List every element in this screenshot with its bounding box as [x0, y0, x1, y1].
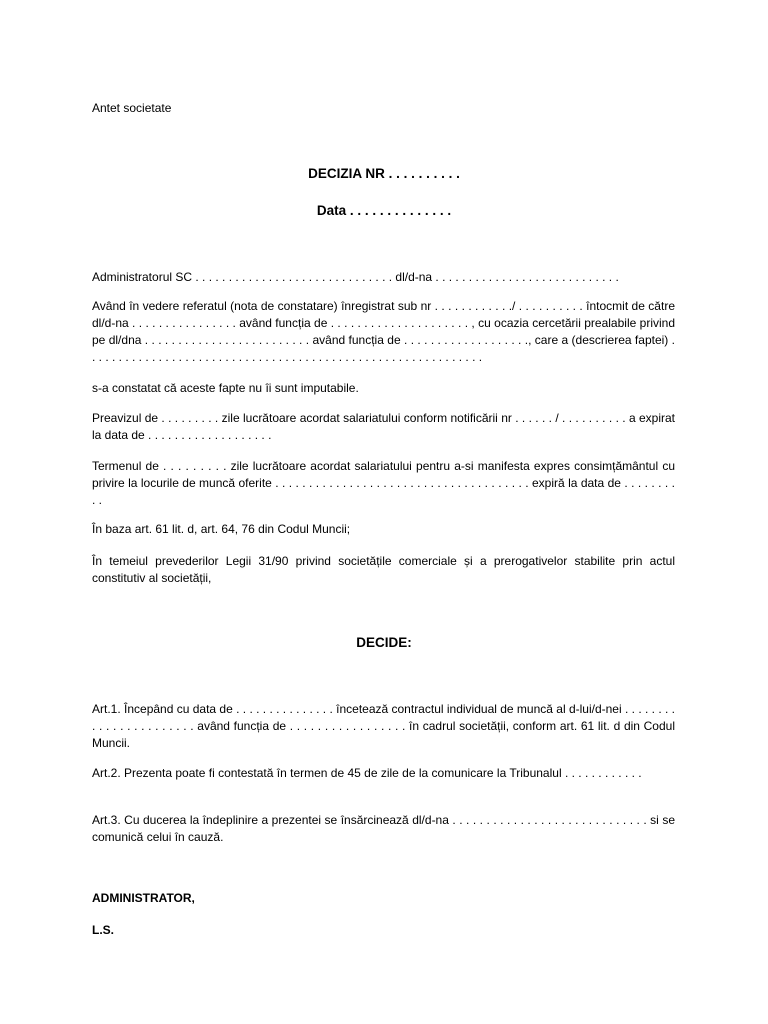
signature-role: ADMINISTRATOR,: [92, 891, 195, 905]
legal-grounds-paragraph: În temeiul prevederilor Legii 31/90 privind societățile comerciale și a prerogativelor stabilite prin actul constitutiv al societății,: [92, 554, 675, 585]
constatare-line: s-a constatat că aceste fapte nu îi sunt imputabile.: [92, 381, 359, 395]
article-3: Art.3. Cu ducerea la îndeplinire a prezentei se însărcinează dl/d-na . . . . . . . . . . . . . . . . . . . . . . . . . . . . . si se comunică celui în cauză.: [92, 813, 675, 844]
company-letterhead: Antet societate: [92, 101, 172, 115]
seal-label: L.S.: [92, 923, 115, 937]
decide-heading: DECIDE:: [356, 635, 412, 650]
legal-basis-line: În baza art. 61 lit. d, art. 64, 76 din Codul Muncii;: [92, 522, 351, 536]
administrator-line: Administratorul SC . . . . . . . . . . . . . . . . . . . . . . . . . . . . . . dl/d-na . . . . . . . . . . . . . . . . . . . . . . . . . . . .: [92, 270, 619, 284]
preaviz-paragraph: Preavizul de . . . . . . . . . zile lucrătoare acordat salariatului conform notificării nr . . . . . . / . . . . . . . . . . a expirat la data de . . . . . . . . . . . . . . . . . . .: [92, 411, 675, 442]
article-2: Art.2. Prezenta poate fi contestată în termen de 45 de zile de la comunicare la Tribunalul . . . . . . . . . . . .: [92, 766, 642, 780]
article-1: Art.1. Începând cu data de . . . . . . . . . . . . . . . încetează contractul individual de muncă al d-lui/d-nei . . . . . . . . . . . . . . . . . . . . . . . având funcția de . . . . . . . . . . . . . . . . . în cadrul societății, conform art. 61 lit. d din Codul Muncii.: [92, 702, 675, 750]
termen-paragraph: Termenul de . . . . . . . . . zile lucrătoare acordat salariatului pentru a-si manifesta expres consimțământul cu privire la locurile de muncă oferite . . . . . . . . . . . . . . . . . . . . . . . . . . . . . . . . . . . . . . expiră la data de . . . . . . . . . .: [92, 459, 675, 507]
decision-title: DECIZIA NR . . . . . . . . . .: [308, 166, 460, 181]
decision-date: Data . . . . . . . . . . . . . .: [316, 203, 452, 218]
referat-paragraph: Având în vedere referatul (nota de constatare) înregistrat sub nr . . . . . . . . . . . ./ . . . . . . . . . . întocmit de către dl/d-na . . . . . . . . . . . . . . . . având funcția de . . . . . . . . . . . . . . . . . . . . . , cu ocazia cercetării prealabile privind pe dl/dna . . . . . . . . . . . . . . . . . . . . . . . . . având funcția de . . . . . . . . . . . . . . . . . . ., care a (descrierea faptei) . . . . . . . . . . . . . . . . . . . . . . . . . . . . . . . . . . . . . . . . . . . . . . . . . . . . . . . . . . . .: [92, 299, 675, 364]
